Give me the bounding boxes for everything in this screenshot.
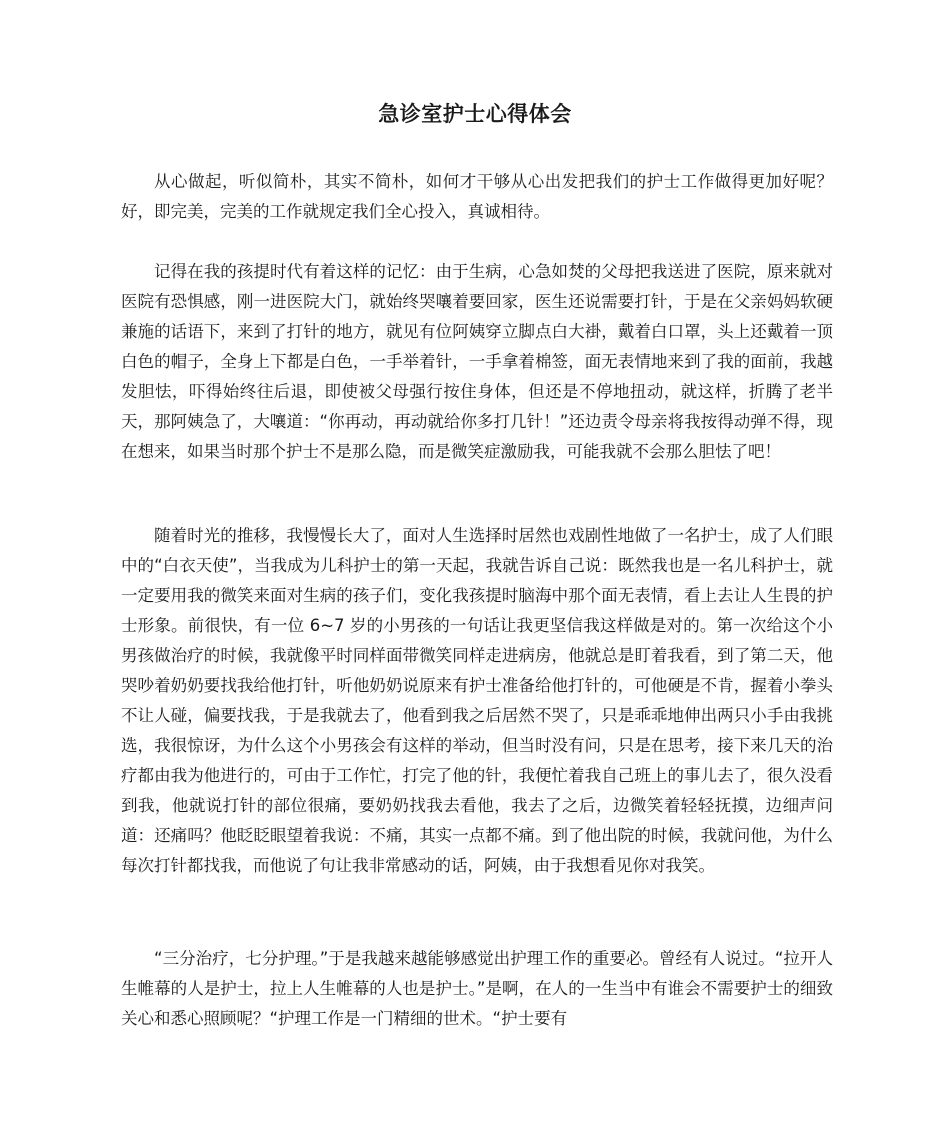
paragraph-3: 随着时光的推移，我慢慢长大了，面对人生选择时居然也戏剧性地做了一名护士，成了人们眼中的“白衣天使”，当我成为儿科护士的第一天起，我就告诉自己说：既然我也是一名儿科护士，就一定要用我的微笑来面对生病的孩子们，变化我孩提时脑海中那个面无表情，看上去让人生畏的护士形象。前很快，有一位 6~7 岁的小男孩的一句话让我更坚信我这样做是对的。第一次给这个小男孩做治疗的时候，我就像平时同样面带微笑同样走进病房，他就总是盯着我看，到了第二天，他哭吵着奶奶要找我给他打针，听他奶奶说原来有护士准备给他打针的，可他硬是不肯，握着小拳头不让人碰，偏要找我，于是我就去了，他看到我之后居然不哭了，只是乖乖地伸出两只小手由我挑选，我很惊讶，为什么这个小男孩会有这样的举动，但当时没有问，只是在思考，接下来几天的治疗都由我为他进行的，可由于工作忙，打完了他的针，我便忙着我自己班上的事儿去了，很久没看到我，他就说打针的部位很痛，要奶奶找我去看他，我去了之后，边微笑着轻轻抚摸，边细声问道：还痛吗？他眨眨眼望着我说：不痛，其实一点都不痛。到了他出院的时候，我就问他，为什么每次打针都找我，而他说了句让我非常感动的话，阿姨，由于我想看见你对我笑。 <box>121 526 833 875</box>
document-title: 急诊室护士心得体会 <box>378 102 572 126</box>
paragraph-4: “三分治疗，七分护理。”于是我越来越能够感觉出护理工作的重要必。曾经有人说过。“拉开人生帷幕的人是护士，拉上人生帷幕的人也是护士。”是啊，在人的一生当中有谁会不需要护士的细致关心和悉心照顾呢？“护理工作是一门精细的世术。“护士要有 <box>121 949 833 1028</box>
paragraph-1: 从心做起，听似简朴，其实不简朴，如何才干够从心出发把我们的护士工作做得更加好呢？好，即完美，完美的工作就规定我们全心投入，真诚相待。 <box>121 172 833 221</box>
paragraph-2: 记得在我的孩提时代有着这样的记忆：由于生病，心急如焚的父母把我送进了医院，原来就对医院有恐惧感，刚一进医院大门，就始终哭嚷着要回家，医生还说需要打针，于是在父亲妈妈软硬兼施的话语下，来到了打针的地方，就见有位阿姨穿立脚点白大褂，戴着白口罩，头上还戴着一顶白色的帽子，全身上下都是白色，一手举着针，一手拿着棉签，面无表情地来到了我的面前，我越发胆怯，吓得始终往后退，即使被父母强行按住身体，但还是不停地扭动，就这样，折腾了老半天，那阿姨急了，大嚷道：“你再动，再动就给你多打几针！”还边责令母亲将我按得动弹不得，现在想来，如果当时那个护士不是那么隐，而是微笑症激励我，可能我就不会那么胆怯了吧！ <box>121 262 833 461</box>
